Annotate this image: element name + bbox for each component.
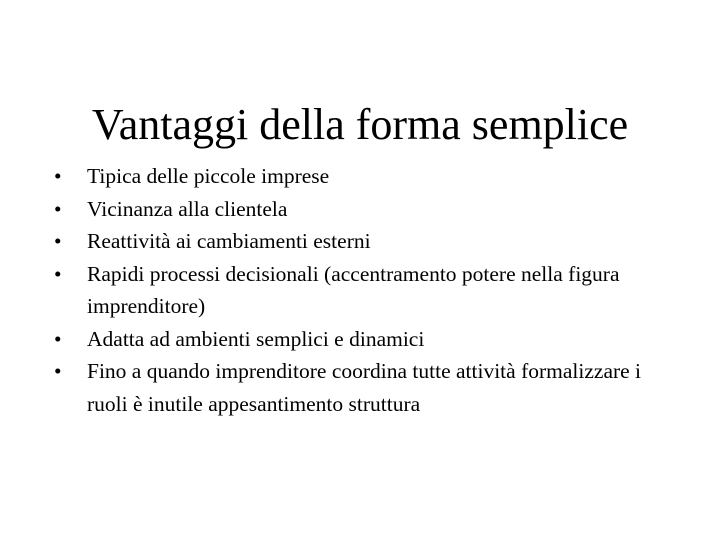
bullet-item — [54, 355, 674, 420]
bullet-item — [54, 193, 674, 226]
bullet-text: Fino a quando imprenditore coordina tutte attività formalizzare i ruoli è inutile appesantimento struttura — [87, 359, 642, 416]
bullet-item — [54, 258, 674, 323]
bullet-item — [54, 323, 674, 356]
bullet-point-icon: • — [54, 326, 62, 351]
bullet-text: Rapidi processi decisionali (accentramento potere nella figura imprenditore) — [87, 261, 620, 318]
bullet-text: Reattività ai cambiamenti esterni — [87, 229, 371, 253]
bullet-item — [54, 225, 674, 258]
bullet-item — [54, 160, 674, 193]
bullet-point-icon: • — [54, 164, 62, 188]
bullet-text: Adatta ad ambienti semplici e dinamici — [87, 326, 425, 351]
bullet-point-icon: • — [54, 229, 62, 253]
bullet-point-icon: • — [54, 196, 62, 221]
bullet-point-icon: • — [54, 261, 62, 286]
bullet-text: Vicinanza alla clientela — [87, 196, 288, 221]
bullet-list — [54, 160, 674, 420]
bullet-point-icon: • — [54, 359, 62, 383]
slide-title: Vantaggi della forma semplice — [91, 100, 629, 150]
bullet-text: Tipica delle piccole imprese — [87, 164, 330, 188]
